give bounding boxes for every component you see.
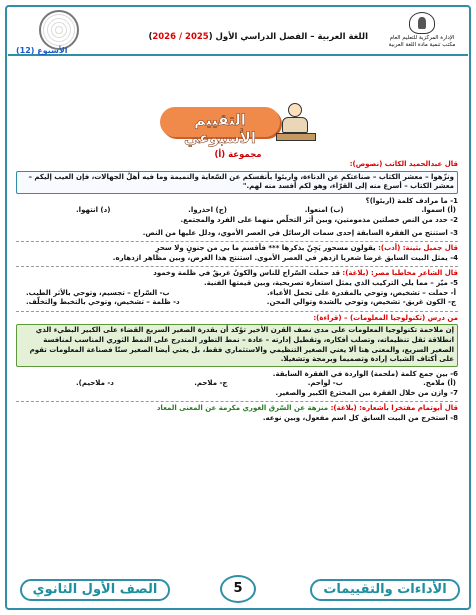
week-label: الأسبوع (12) bbox=[16, 46, 68, 55]
option-d[interactable]: (د) انتهوا. bbox=[76, 206, 111, 215]
divider bbox=[16, 311, 458, 312]
option-a[interactable]: أ- حملت – تشخيص، وتوحي بالمقدرة على تحمل الأعباء. bbox=[267, 288, 456, 297]
q2-line bbox=[16, 244, 458, 254]
q3-options-row-2 bbox=[16, 298, 458, 308]
title-suffix: ) bbox=[148, 32, 153, 42]
footer-section-label: الأداءات والتقييمات bbox=[310, 579, 460, 601]
title-prefix: اللغة العربية – الفصل الدراسي الأول ( bbox=[208, 32, 368, 42]
option-b[interactable]: (ب) امنعوا. bbox=[304, 206, 344, 215]
q4-item-6: 6- بين جمع كلمة (ملحمة) الواردة في الفقرة السابقة. bbox=[272, 369, 458, 378]
title-banner bbox=[160, 101, 320, 145]
option-c[interactable]: (ج) احذروا. bbox=[188, 206, 227, 215]
q2-item-4: 4- يمثل البيت السابق غرضا شعريا ازدهر في العصر الأموي. استنتج هذا الغرض، وبين مظاهر ازدهاره. bbox=[112, 253, 458, 262]
option-d[interactable]: د- ملاحيم). bbox=[76, 379, 114, 388]
academic-year: 2025 / 2026 bbox=[152, 32, 209, 42]
option-a[interactable]: (أ) ملامح. bbox=[423, 379, 456, 388]
divider bbox=[16, 266, 458, 267]
q4-heading: من درس (تكنولوجيا المعلومات) – (قراءة): bbox=[313, 313, 458, 322]
q2-verse: يقولون مسحور يَجِنّ بذكرها *** فأقسم ما بي من جنونٍ ولا سحرِ bbox=[155, 244, 376, 253]
q1-options bbox=[16, 206, 458, 216]
option-b[interactable]: ب- لواحم. bbox=[307, 379, 343, 388]
org-line-1: الإدارة المركزية للتعليم العام bbox=[389, 35, 455, 41]
q5-item-8: 8- استخرج من البيت السابق كل اسم مفعول، وبين نوعه. bbox=[262, 414, 458, 423]
q4-passage: إن ملاحمة تكنولوجيا المعلومات على مدى نصف القرن الأخير تؤكد أن بقدرة الصغير السريع القضاء على الكبير البطيء الذي انطلاقة ثقل تنظيماته، وتصلب أفكاره، وتقطيل إدارته – عادة – نمط التطور المتدرج على النمط الثوري المناسب لمنافسة الصغير السريع، والمعنى هنا ألا يعني الصغير التنظيمي والاستثماري فقط، بل يعني أيضا الصغير سنّا فصناعة المعلومات تقوم على أكتاف الشباب إرادة وتصميما وبرمجة وتشغيلا. bbox=[16, 324, 458, 366]
q5-verse: منزهة عن السّرق الغوري مكرمة عن المعنى المعاد bbox=[156, 404, 329, 413]
footer-grade-label: الصف الأول الثانوي bbox=[20, 579, 170, 601]
page-number: 5 bbox=[220, 575, 256, 603]
q2-heading: قال جميل بثينة: (أدب): bbox=[378, 244, 458, 253]
page-footer bbox=[20, 573, 460, 605]
option-a[interactable]: (أ) اسموا. bbox=[421, 206, 456, 215]
q5-line bbox=[16, 404, 458, 414]
q1-item-1: 1- ما مرادف كلمة (اربئوا)؟ bbox=[365, 196, 458, 205]
q4-options bbox=[16, 379, 458, 389]
group-label: مجموعة (أ) bbox=[214, 150, 262, 160]
header-title bbox=[148, 32, 368, 42]
ministry-emblem-icon bbox=[409, 12, 435, 34]
option-d[interactable]: د- ظلمة – تشخيص، وتوحي بالتخبط والتخلّف. bbox=[26, 298, 180, 307]
q3-options-row-1 bbox=[16, 289, 458, 299]
option-b[interactable]: ب- السّراج – تجسيم، وتوحي بالأثر الطيب. bbox=[26, 288, 170, 297]
q1-item-3: 3- استنتج من الفقرة السابقة إحدى سمات الرسائل في العصر الأموي، ودلل عليها من النص. bbox=[142, 228, 458, 237]
ministry-block bbox=[376, 12, 468, 49]
page-header bbox=[8, 10, 468, 56]
questions bbox=[16, 160, 458, 424]
q1-heading: قال عبدالحميد الكاتب (نصوص): bbox=[349, 160, 458, 168]
divider bbox=[16, 401, 458, 402]
banner-title: التقييم الأسبوعي bbox=[183, 111, 256, 147]
option-c[interactable]: ج- الكون غريق- تشخيص، وتوحي بالشدة وتوالي المحن. bbox=[266, 298, 456, 307]
q3-heading: قال الشاعر مخاطبا مصر: (بلاغة): bbox=[342, 269, 458, 278]
q3-line bbox=[16, 269, 458, 279]
option-c[interactable]: ج- ملاحم. bbox=[194, 379, 228, 388]
q4-item-7: 7- وازن من خلال الفقرة بين المخترع الكبير والصغير. bbox=[275, 388, 458, 397]
q1-item-2: 2- حدد من النص خصلتين مذمومتين، وبين أثر التخلّص منهما على الفرد والمجتمع. bbox=[180, 215, 458, 224]
divider bbox=[16, 241, 458, 242]
student-reading-icon bbox=[274, 101, 320, 145]
org-line-2: مكتب تنمية مادة اللغة العربية bbox=[388, 42, 456, 48]
seal-icon bbox=[39, 10, 79, 50]
q3-item-5: 5- ميّز – مما يلي التركيب الذي يمثل استعارة تصريحية، وبين قيمتها الفنية. bbox=[203, 278, 458, 287]
q5-heading: قال أبوتمام مفتخرا بأشعاره: (بلاغة): bbox=[330, 404, 458, 413]
q3-verse: قد حملت السّراج للناس والكونُ غريقٌ في ظلمة وخمود bbox=[153, 269, 340, 278]
q1-passage: ونزّهوا – معشر الكتاب – صناعتكم عن الدناءة، واربئوا بأنفسكم عن السّعاية والنميمة وما فيه أهلُ الجهالات، فإن العيب إليكم – معشر الكتاب – أسرع منه إلى القرّاء، وهو لكم أفسد منه لهم." bbox=[16, 171, 458, 194]
